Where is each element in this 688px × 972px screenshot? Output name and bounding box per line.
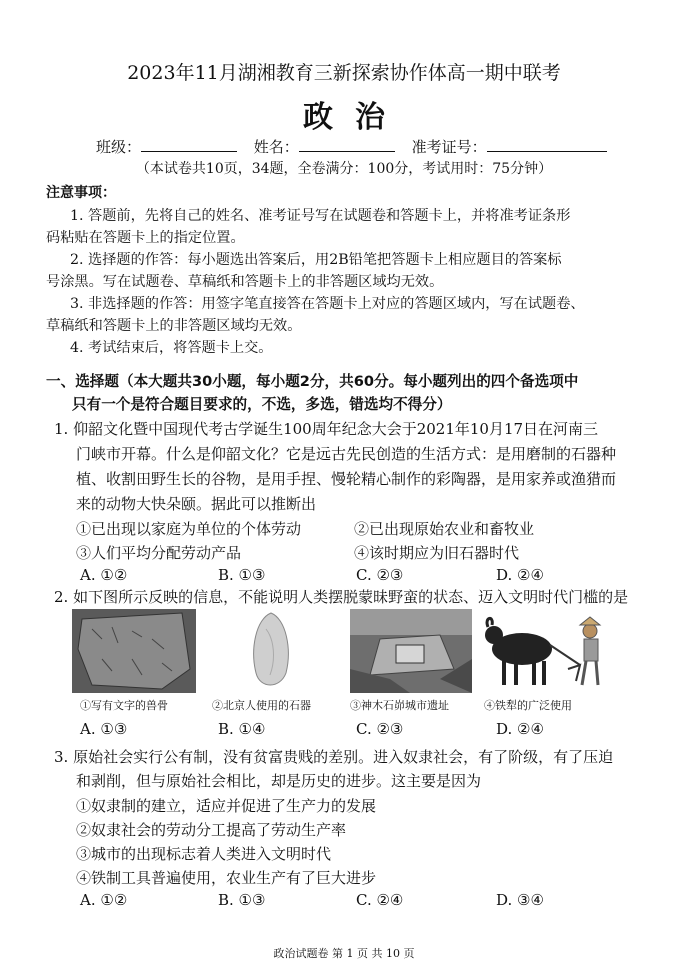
- q1-option-a[interactable]: A. ①②: [80, 566, 128, 584]
- q1-statement-4: ④该时期应为旧石器时代: [354, 544, 520, 562]
- class-blank[interactable]: [141, 137, 237, 152]
- notice-item-1-line-1: 1. 答题前，先将自己的姓名、准考证号写在试题卷和答题卡上，并将准考证条形: [70, 208, 571, 224]
- class-label: 班级：: [96, 138, 142, 156]
- q2-caption-2: ②北京人使用的石器: [212, 699, 311, 712]
- q2-caption-4: ④铁犁的广泛使用: [484, 699, 572, 712]
- q1-statement-1: ①已出现以家庭为单位的个体劳动: [76, 520, 302, 538]
- name-label: 姓名：: [253, 138, 299, 156]
- q1-option-b[interactable]: B. ①③: [218, 566, 266, 584]
- q3-statement-3: ③城市的出现标志着人类进入文明时代: [76, 845, 332, 863]
- q2-caption-3: ③神木石峁城市遗址: [350, 699, 449, 712]
- section-1-heading-cont: 只有一个是符合题目要求的，不选，多选，错选均不得分）: [72, 396, 452, 413]
- exam-title: 2023年11月湖湘教育三新探索协作体高一期中联考: [127, 62, 561, 84]
- subject-title: 政治: [303, 100, 407, 135]
- city-ruins-image: [350, 609, 472, 693]
- q3-option-a[interactable]: A. ①②: [80, 891, 128, 909]
- oracle-bone-image: [72, 609, 196, 693]
- q2-option-d[interactable]: D. ②④: [496, 720, 544, 738]
- q3-stem-line-1: 3. 原始社会实行公有制，没有贫富贵贱的差别。进入奴隶社会，有了阶级，有了压迫: [54, 748, 614, 766]
- iron-plough-image: [480, 609, 608, 693]
- q1-stem-line-2: 门峡市开幕。什么是仰韶文化？它是远古先民创造的生活方式：是用磨制的石器种: [76, 445, 617, 463]
- notice-item-1-line-2: 码粘贴在答题卡上的指定位置。: [46, 230, 245, 246]
- q2-option-a[interactable]: A. ①③: [80, 720, 128, 738]
- notice-heading-text: 注意事项：: [46, 185, 116, 201]
- q1-stem-line-4: 来的动物大快朵颐。据此可以推断出: [76, 495, 317, 513]
- notice-item-2-line-1: 2. 选择题的作答：每小题选出答案后，用2B铅笔把答题卡上相应题目的答案标: [70, 252, 562, 268]
- q3-statement-1: ①奴隶制的建立，适应并促进了生产力的发展: [76, 797, 377, 815]
- q2-option-b[interactable]: B. ①④: [218, 720, 266, 738]
- q1-option-c[interactable]: C. ②③: [356, 566, 404, 584]
- q3-statement-2: ②奴隶社会的劳动分工提高了劳动生产率: [76, 821, 347, 839]
- notice-item-3-line-2: 草稿纸和答题卡上的非答题区域均无效。: [46, 318, 302, 334]
- exam-no-label: 准考证号：: [411, 138, 487, 156]
- q1-option-d[interactable]: D. ②④: [496, 566, 544, 584]
- student-fields: [96, 136, 619, 157]
- name-blank[interactable]: [299, 137, 395, 152]
- section-1-heading: 一、选择题（本大题共30小题，每小题2分，共60分。每小题列出的四个备选项中: [46, 373, 579, 390]
- q3-option-c[interactable]: C. ②④: [356, 891, 404, 909]
- notice-item-4: 4. 考试结束后，将答题卡上交。: [70, 340, 273, 356]
- exam-info: （本试卷共10页，34题，全卷满分：100分，考试用时：75分钟）: [135, 161, 553, 177]
- exam-no-blank[interactable]: [487, 137, 607, 152]
- q3-option-d[interactable]: D. ③④: [496, 891, 544, 909]
- q2-caption-1: ①写有文字的兽骨: [80, 699, 168, 712]
- notice-item-2-line-2: 号涂黑。写在试题卷、草稿纸和答题卡上的非答题区域均无效。: [46, 274, 444, 290]
- q2-option-c[interactable]: C. ②③: [356, 720, 404, 738]
- q1-statement-3: ③人们平均分配劳动产品: [76, 544, 242, 562]
- q2-stem: 2. 如下图所示反映的信息，不能说明人类摆脱蒙昧野蛮的状态、迈入文明时代门槛的是: [54, 588, 629, 606]
- q3-stem-line-2: 和剥削，但与原始社会相比，却是历史的进步。这主要是因为: [76, 772, 482, 790]
- q3-option-b[interactable]: B. ①③: [218, 891, 266, 909]
- q1-stem-line-1: 1. 仰韶文化暨中国现代考古学诞生100周年纪念大会于2021年10月17日在河南三: [54, 420, 599, 438]
- page-footer: 政治试题卷 第 1 页 共 10 页: [273, 947, 415, 960]
- stone-tool-image: [246, 609, 296, 693]
- notice-item-3-line-1: 3. 非选择题的作答：用签字笔直接答在答题卡上对应的答题区域内，写在试题卷、: [70, 296, 585, 312]
- q1-stem-line-3: 植、收割田野生长的谷物，是用手捏、慢轮精心制作的彩陶器，是用家养或渔猎而: [76, 470, 617, 488]
- q1-statement-2: ②已出现原始农业和畜牧业: [354, 520, 535, 538]
- q3-statement-4: ④铁制工具普遍使用，农业生产有了巨大进步: [76, 869, 377, 887]
